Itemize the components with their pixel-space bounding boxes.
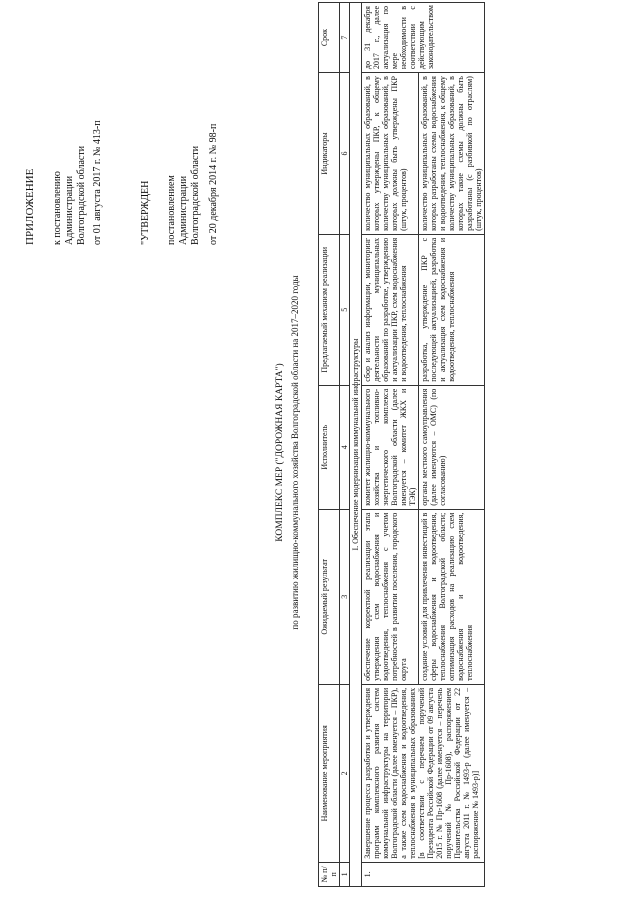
- indicator-cell: количество муниципальных образований, в которых утверждены ПКР, к общему количеству муниципальных образований, в которых должны быть утверждены ПКР (штук, процентов): [362, 73, 419, 235]
- col-header-measure: Наименование мероприятия: [319, 684, 340, 862]
- approved-date: от 20 декабря 2014 г. № 98-п: [208, 123, 219, 245]
- approved-line-1: постановлением: [166, 175, 177, 245]
- mechanism-cell: сбор и анализ информации, мониторинг деятельности муниципальных образований по разработке, утверждению и актуализации ПКР, схем водоснабжения и водоотведения, теплоснабжения: [362, 234, 419, 385]
- indicator-cell: количество муниципальных образований, в которых разработаны схемы водоснабжения и водоотведения, теплоснабжения, к общему количеству муниципальных образований, в которых такие схемы должны быть разработаны (с разбивкой по отраслям) (штук, процентов): [419, 73, 485, 235]
- col-header-indicators: Индикаторы: [319, 73, 340, 235]
- col-header-result: Ожидаемый результат: [319, 509, 340, 684]
- result-cell: создание условий для привлечения инвестиций в сферы водоснабжения и водоотведения, теплоснабжения Волгоградской области; оптимизация расходов на реализацию схем водоснабжения и водоотведения, теплоснабжения: [419, 509, 485, 684]
- col-number: 5: [340, 234, 350, 385]
- section-title: I. Обеспечение модернизации коммунальной инфраструктуры: [350, 3, 362, 887]
- decree-line-1: к постановлению: [52, 171, 63, 245]
- row-number: 1.: [362, 862, 485, 886]
- table-row: [362, 3, 419, 887]
- col-number: 7: [340, 3, 350, 73]
- decree-line-3: Волгоградской области: [76, 145, 87, 245]
- result-cell: обеспечение корректной реализации этапа утверждения схем водоснабжения и водоотведения, теплоснабжения с учетом потребностей в развитии поселения, городского округа: [362, 509, 419, 684]
- decree-date: от 01 августа 2017 г. № 413-п: [92, 120, 103, 245]
- mechanism-cell: разработка, утверждение ПКР с последующей актуализацией, разработка и актуализация схем водоснабжения и водоотведения, теплоснабжения: [419, 234, 485, 385]
- col-number: 6: [340, 73, 350, 235]
- measure-cell: Завершение процесса разработки и утверждения программ комплексного развития систем коммунальной инфраструктуры на территории Волгоградской области (далее именуется – ПКР), а также схем водоснабжения и водоотведения, теплоснабжения в муниципальных образованиях [в соответствии с перечнем поручений Президента Российской Федерации от 09 августа 2015 г. № Пр-1608 (далее именуется – перечень поручений № Пр-1608), распоряжением Правительства Российской Федерации от 22 августа 2011 г. № 1493-р (далее именуется – распоряжение № 1493-р)]: [362, 684, 485, 862]
- document-title: КОМПЛЕКС МЕР ("ДОРОЖНАЯ КАРТА"): [275, 363, 285, 542]
- col-header-num: № п/п: [319, 862, 340, 886]
- col-header-executor: Исполнитель: [319, 385, 340, 509]
- appendix-heading: ПРИЛОЖЕНИЕ: [24, 168, 36, 245]
- col-header-mechanism: Предлагаемый механизм реализации: [319, 234, 340, 385]
- executor-cell: комитет жилищно-коммунального хозяйства и топливно-энергетического комплекса Волгоградской области (далее именуется – комитет ЖКХ и ТЭК): [362, 385, 419, 509]
- col-number: 2: [340, 684, 350, 862]
- table-header-row: [319, 3, 340, 887]
- term-cell: до 31 декабря 2017 г., далее актуализация по мере необходимости в соответствии с действующим законодательством: [362, 3, 485, 73]
- col-number: 1: [340, 862, 350, 886]
- column-numbers-row: [340, 3, 350, 887]
- approved-line-2: Администрации: [178, 175, 189, 245]
- document-subtitle: по развитию жилищно-коммунального хозяйства Волгоградской области на 2017–2020 годы: [290, 275, 300, 630]
- section-row: [350, 3, 362, 887]
- approved-line-3: Волгоградской области: [190, 145, 201, 245]
- executor-cell: органы местного самоуправления (далее именуются – ОМС) (по согласованию): [419, 385, 485, 509]
- decree-line-2: Администрации: [64, 175, 75, 245]
- col-number: 3: [340, 509, 350, 684]
- col-header-term: Срок: [319, 3, 340, 73]
- measures-table: [318, 2, 485, 887]
- approved-heading: "УТВЕРЖДЕН: [140, 180, 151, 245]
- col-number: 4: [340, 385, 350, 509]
